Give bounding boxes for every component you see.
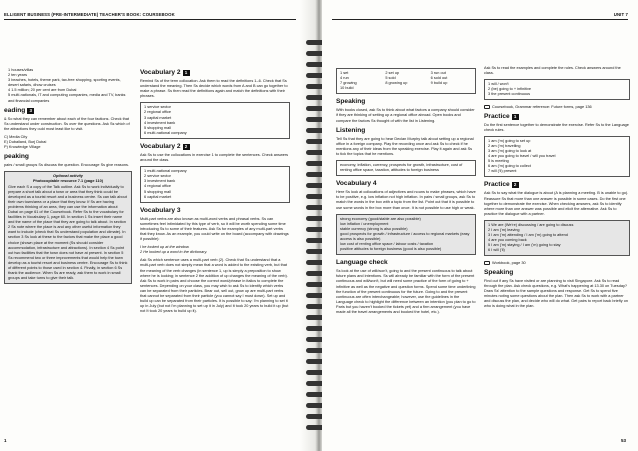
list-item: 4 regional office	[144, 184, 172, 189]
section-heading	[4, 153, 132, 161]
list-item: 5 shopping mall	[144, 125, 171, 130]
exercise-badge: 2	[512, 182, 519, 188]
section-heading	[336, 259, 476, 267]
list-item: 3 beaches, hotels, theme park, tax-free shopping, sporting events, desert safaris, dhow cruises	[8, 78, 121, 88]
list-item: 7 will ('ll) present	[488, 169, 517, 174]
list-item: 3 investment bank	[144, 179, 176, 184]
left-page	[0, 0, 316, 451]
exercise-badge: 1	[512, 114, 519, 120]
section-heading	[140, 69, 290, 77]
running-head: ELLIGENT BUSINESS (PRE-INTERMEDIATE) TEACHER'S BOOK: COURSEBOOK	[4, 12, 175, 17]
box-subtitle: Photocopiable resource 7.1 (page 110)	[32, 179, 104, 184]
heading-text: Practice	[484, 181, 510, 189]
list-item: E) Dubailand, Burj Dubai	[4, 140, 47, 145]
heading-text: Vocabulary 2	[140, 69, 181, 76]
paragraph: Tell Ss that they are going to hear Declan Murphy talk about setting up a regional office in a foreign company. Play the recording once and ask Ss to check if he mentions any of their ideas from the speaking exercise. Play it again and ask Ss to tick the topics that he mentions.	[336, 136, 474, 156]
list-item: 4 1.5 million; 20 per cent are from Dubai	[8, 88, 77, 93]
section-heading	[484, 181, 630, 189]
list-item: 5 shopping mall	[144, 189, 171, 194]
grid-cell: 10 build	[340, 86, 354, 91]
list-item: stable currency (strong is also possible)	[340, 226, 408, 231]
heading-text: peaking	[4, 153, 29, 161]
example-sentences	[140, 245, 290, 255]
list-item: 4 are you coming back	[488, 238, 527, 243]
list-item: 2 ten years	[8, 73, 28, 78]
heading-text: eading	[4, 106, 26, 114]
list-item: 2 am ('m) travelling	[488, 143, 521, 148]
grid-cell: 4 run	[340, 76, 349, 81]
paragraph: & So what they can remember about each of the four factions. Check that Ss understand under construction. Ss over the questions. Ask Ss which of the attractions they ould most least like to visit.	[4, 116, 130, 131]
list-item: 2 service sector	[144, 174, 171, 179]
exercise-badge: 3	[27, 108, 34, 114]
heading-text: Listening	[336, 126, 366, 134]
answer-box	[140, 102, 290, 139]
list-item: 6 am ('m) going to collect	[488, 164, 531, 169]
list-item: 2 I am ('m) leaving	[488, 227, 520, 232]
list-item: 1 We are (We're) discussing / are going to discuss	[488, 222, 574, 227]
list-item: 2 (be) going to + infinitive	[488, 87, 532, 92]
answer-box: economy, inflation, currency, prospects for growth, infrastructure, cost of renting office space, taxation, attitudes to foreign business	[336, 160, 476, 176]
grid-cell: 5 sold	[385, 76, 396, 81]
paragraph: Ss look at the use of will/won't, going to and the present continuous to talk about future plans and intentions. Ss will already be familiar with the form of the present continuous and will/won't, but will need some practice of the form of going to + infinitive as well as the negative and question forms. Spend some time underlining the function of the present continuous for the future. Going to and the present continuous are often interchangeable; however, use the guidelines in the Language check to highlight the difference between an intention (you plan to go to Paris but you haven't booked the tickets yet) and a firm arrangement (you have made all the travel arrangements and booked the hotel, etc.).	[336, 269, 476, 314]
list-item: 4 investment bank	[144, 120, 176, 125]
list-item: low cost of renting office space / labour costs / taxation	[340, 242, 434, 247]
section-heading	[140, 143, 290, 151]
section-heading	[484, 113, 630, 121]
section-heading	[336, 98, 476, 106]
heading-text: Practice	[484, 112, 510, 120]
list-item: 1 multi-national company	[144, 169, 187, 174]
paragraph: Here Ss look at collocations of adjectives and nouns to make phrases, which have to be positive, e.g. low inflation not high inflation. In pairs / small groups, ask Ss to match the words in the box with a topic from the list. Point out that it is possible to use some words in the box more than once. It is not possible to use high or weak.	[336, 190, 476, 210]
grid-cell: 7 growing	[340, 81, 357, 86]
paragraph: Find out if any Ss have visited or are planning to visit Singapore. Ask Ss to read through the plan. Ask check questions, e.g. What's happening at 13.30 on Tuesday? Draw Ss' attention to the sample questions and response. Get Ss to spend five minutes noting some questions about the plan. Then ask Ss to work with a partner and discuss the plan, and decide who will do what. Get pairs to report back briefly on who is doing what in the plan.	[484, 278, 629, 308]
list-item: 6 capital market	[144, 194, 172, 199]
paragraph: Ask Ss which sentence uses a multi-part verb (2). Check that Ss understand that a multi-part verb does not simply mean that a word is added to the existing verb, but that the meaning of the verb changes (in sentence 1, up is simply a preposition to show where he is looking; in sentence 2 the addition of up changes the meaning of the verb). Ask Ss to work in pairs and choose the correct word/phrase in italics to complete the sentences. Depending on your class, you may wish to ask Ss to identify which verbs can be separated from their particles. Bear out, sell out, grow up are multi-part verbs that cannot be separated from their particle (you cannot say I must down). Set up and build up can be separated from their particles. It is possible to say: I'm planning to set it up in July (but not I'm planning to set up it in July) and It took 20 years to build it up (but not It took 20 years to build up it).	[140, 258, 289, 314]
list-item: 1 houses/villas	[8, 68, 34, 72]
answer-box	[140, 166, 290, 203]
paragraph: Ask Ss to use the collocations in exercise 1 to complete the sentences. Check answers around the class.	[140, 152, 289, 163]
reference-text: Coursebook, Grammar reference: Future forms, page 136	[492, 104, 592, 110]
page-number: 1	[4, 438, 7, 443]
paragraph: Remind Ss of the term collocation. Ask them to read the definitions 1–6. Check that Ss understand the meaning. Then Ss decide which words from A and B can go together to make a phrase. Ss then read the definitions again and match the definitions with their phrases.	[140, 79, 288, 99]
running-head: UNIT 7	[613, 12, 628, 17]
list-item: positive attitudes to foreign business (good is also possible)	[340, 247, 442, 252]
list-item: 3 I am ('m) attending / I am ('m) going to attend	[488, 233, 568, 238]
list-item: C) Media City	[4, 134, 28, 139]
answer-box	[484, 79, 630, 100]
section-heading	[4, 107, 132, 115]
optional-activity-box	[4, 171, 132, 284]
list-item: 5 is meeting	[488, 159, 509, 164]
section-heading	[336, 127, 476, 135]
list-item: good prospects for growth / infrastructure / access to regional markets (easy access is also possible)	[340, 231, 470, 241]
list-item: 5 I am ('m) staying / I am ('m) going to stay	[488, 243, 561, 248]
right-page	[322, 0, 638, 451]
heading-text: Speaking	[484, 268, 514, 276]
list-item: 1 service sector	[144, 105, 171, 110]
grid-cell: 8 growing up	[385, 81, 408, 86]
paragraph: With books closed, ask Ss to think about what factors a company should consider if they are thinking of setting up a regional office abroad. Open books and compare the factors Ss thought of with the list in Listening.	[336, 108, 475, 123]
answer-list	[4, 135, 132, 150]
heading-text: Vocabulary 2	[140, 142, 181, 150]
list-item: 1 will / won't	[488, 82, 509, 87]
answer-box	[484, 136, 630, 178]
right-column-1	[336, 66, 476, 318]
workbook-reference	[484, 260, 630, 265]
paragraph: Ask Ss to say what the dialogue is about (A is planning a meeting. B is unable to go). Reassure Ss that more than one answer is possible in some cases. Do the first one together to demonstrate the exercise. When checking answers, ask Ss to identify where more than one answer was possible and elicit the alternative. Ask Ss to practice the dialogue with a partner.	[484, 191, 629, 216]
grid-cell: 9 build up	[430, 81, 448, 86]
reference-text: Workbook, page 30	[492, 260, 526, 266]
grid-cell: 1 set	[340, 71, 349, 75]
section-heading	[336, 180, 476, 188]
header-rule	[4, 19, 296, 20]
answer-list	[4, 68, 132, 104]
list-item: 2 regional office	[144, 110, 172, 115]
heading-text: Vocabulary 4	[336, 180, 377, 188]
list-item: 6 multi-national company	[144, 130, 187, 135]
left-column-1	[4, 68, 132, 288]
paragraph: Do the first sentence together to demonstrate the exercise. Refer Ss to the Language check rules.	[484, 122, 629, 132]
answer-grid	[336, 68, 476, 94]
answer-box	[336, 214, 476, 256]
list-item: 4 are you going to travel / will you travel	[488, 154, 556, 159]
box-text: Give each S a copy of the Talk outline. Ask Ss to work individually to prepare a short talk about a town or area that they think could be developed as a tourist resort and a business centre. Ss can talk about their own town/area or a place that they know. If Ss are having problems thinking of an area, they can use the information about Dubai on page 61 of the Coursebook. Refer Ss to the vocabulary for facilities in Vocabulary 1, page 60. In section 1 Ss insert their name and the name of the place that they are going to talk about. In section 2 Ss note where the place is and any other useful information they want to include (check that Ss understand population and climate). In section 3 Ss look at these to the factors that make the place a good choice (shown place at the moment (Ss should consider accommodation, infrastructure and attractions). In section 4 Ss point out two facilities that the town does not have at present. In section 5 Ss recommend two or three improvements that would help the town develop as a tourist resort and business centre. Encourage Ss to think of different points to those used in section 4. Finally, in section 6 Ss thank the audience. When Ss are ready, ask them to work in small groups and take turns to give their talk.	[8, 184, 128, 281]
answer-box	[484, 220, 630, 257]
list-item: 6 I will ('ll)	[488, 248, 505, 253]
list-item: 3 capital market	[144, 115, 172, 120]
list-item: 3 am ('m) going to look at	[488, 148, 532, 153]
exercise-badge: 2	[183, 144, 190, 150]
list-item: low inflation / unemployment	[340, 221, 389, 226]
example-sentence: I he looked up at the window.	[140, 245, 190, 250]
workbook-icon	[484, 261, 490, 265]
list-item: 5 multi-nationals, IT and computing companies, media and TV, banks and financial companies	[8, 93, 126, 103]
heading-text: Vocabulary 3	[140, 206, 181, 214]
left-column-2	[140, 66, 290, 317]
book-icon	[484, 105, 490, 109]
page-number: 53	[620, 438, 626, 443]
list-item: 3 the present continuous	[488, 92, 531, 97]
grid-cell: 2 set up	[385, 71, 400, 75]
box-title: Optional activity	[53, 174, 83, 179]
paragraph: pairs / small groups Ss discuss the question. Encourage Ss give reasons.	[4, 163, 129, 168]
heading-text: Speaking	[336, 98, 366, 106]
grid-cell: 3 run out	[430, 71, 446, 75]
list-item: strong economy (good/stable are also possible)	[340, 216, 421, 221]
list-item: 1 am ('m) going to set up	[488, 138, 531, 143]
exercise-badge: 1	[183, 70, 190, 76]
grammar-reference	[484, 104, 630, 109]
header-rule	[332, 19, 628, 20]
heading-text: Language check	[336, 259, 388, 267]
section-heading	[484, 269, 630, 277]
list-item: P) Knowledge Village	[4, 145, 41, 150]
paragraph: Multi-part verbs are also known as multi-word verbs and phrasal verbs. Ss can sometimes feel intimidated by this type of verb, so it will be worth spending some time introducing Ss to some of their features. Ask Ss for examples of any multi-part verbs that they know. As an example, you could write on the board (accompany with drawings if possible):	[140, 216, 289, 242]
right-column-2	[484, 66, 630, 312]
grid-cell: 6 sold out	[430, 76, 448, 81]
example-sentence: 2 He looked up a word in the dictionary.	[140, 250, 208, 255]
section-heading	[140, 207, 290, 215]
paragraph: Ask Ss to read the examples and complete the rules. Check answers around the class.	[484, 66, 621, 76]
